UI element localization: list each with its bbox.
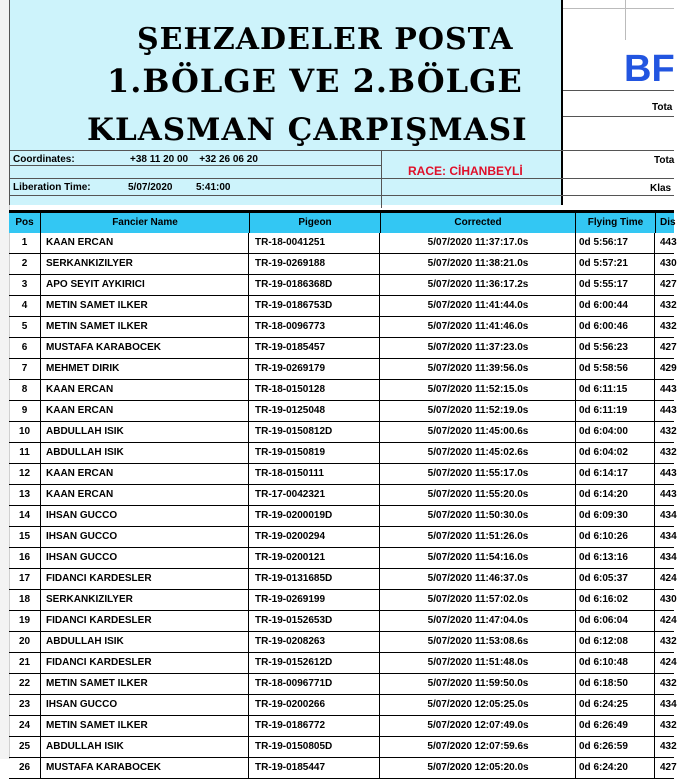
cell-pos[interactable]: 13 [9,485,41,505]
cell-fancier-name[interactable]: ABDULLAH ISIK [41,632,249,652]
cell-pos[interactable]: 25 [9,737,41,757]
cell-pigeon[interactable]: TR-19-0208263 [250,632,380,652]
cell-flying-time[interactable]: 0d 5:56:23 [576,338,655,358]
cell-corrected[interactable]: 5/07/2020 12:05:20.0s [381,758,576,778]
table-row[interactable] [9,464,677,485]
cell-pos[interactable]: 11 [9,443,41,463]
cell-flying-time[interactable]: 0d 6:16:02 [576,590,655,610]
table-row[interactable] [9,695,677,716]
cell-distance[interactable]: 427 [660,342,677,353]
results-table [9,233,677,779]
table-row[interactable] [9,275,677,296]
cell-fancier-name[interactable]: MUSTAFA KARABOCEK [41,758,249,778]
table-row[interactable] [9,296,677,317]
table-row[interactable] [9,611,677,632]
cell-pigeon[interactable]: TR-19-0152612D [250,653,380,673]
cell-distance[interactable]: 432 [660,678,677,689]
cell-distance[interactable]: 432 [660,426,677,437]
col-header-pos[interactable]: Pos [9,213,41,233]
grid-line [9,195,674,196]
cell-corrected[interactable]: 5/07/2020 11:53:08.6s [381,632,576,652]
table-row[interactable] [9,233,677,254]
table-row[interactable] [9,758,677,779]
cell-distance[interactable]: 430 [660,594,677,605]
cell-fancier-name[interactable]: FIDANCI KARDESLER [41,569,249,589]
cell-flying-time[interactable]: 0d 6:11:19 [576,401,655,421]
cell-pigeon[interactable]: TR-18-0041251 [250,233,380,253]
col-header-flying-time[interactable]: Flying Time [576,213,656,233]
cell-flying-time[interactable]: 0d 6:14:20 [576,485,655,505]
cell-distance[interactable]: 430 [660,258,677,269]
liberation-date: 5/07/2020 [128,182,173,193]
cell-corrected[interactable]: 5/07/2020 11:46:37.0s [381,569,576,589]
table-row[interactable] [9,380,677,401]
cell-pigeon[interactable]: TR-19-0150812D [250,422,380,442]
cell-fancier-name[interactable]: ABDULLAH ISIK [41,737,249,757]
cell-pigeon[interactable]: TR-18-0150128 [250,380,380,400]
cell-pigeon[interactable]: TR-19-0185447 [250,758,380,778]
cell-distance[interactable]: 443 [660,237,677,248]
table-row[interactable] [9,590,677,611]
cell-pos[interactable]: 15 [9,527,41,547]
cell-pos[interactable]: 2 [9,254,41,274]
cell-pos[interactable]: 7 [9,359,41,379]
cell-flying-time[interactable]: 0d 6:09:30 [576,506,655,526]
cell-distance[interactable]: 434 [660,552,677,563]
cell-fancier-name[interactable]: ABDULLAH ISIK [41,443,249,463]
brand-text: BF [624,48,675,90]
grid-line [563,8,674,9]
cell-flying-time[interactable]: 0d 6:04:02 [576,443,655,463]
cell-pigeon[interactable]: TR-19-0150805D [250,737,380,757]
cell-corrected[interactable]: 5/07/2020 11:41:44.0s [381,296,576,316]
cell-distance[interactable]: 429 [660,363,677,374]
cell-fancier-name[interactable]: IHSAN GUCCO [41,695,249,715]
cell-pigeon[interactable]: TR-19-0200121 [250,548,380,568]
cell-distance[interactable]: 432 [660,741,677,752]
cell-fancier-name[interactable]: METIN SAMET ILKER [41,317,249,337]
cell-pos[interactable]: 5 [9,317,41,337]
cell-pos[interactable]: 1 [9,233,41,253]
table-row[interactable] [9,632,677,653]
cell-flying-time[interactable]: 0d 6:04:00 [576,422,655,442]
cell-corrected[interactable]: 5/07/2020 11:55:20.0s [381,485,576,505]
cell-fancier-name[interactable]: METIN SAMET ILKER [41,674,249,694]
cell-distance[interactable]: 443 [660,405,677,416]
table-row[interactable] [9,674,677,695]
cell-distance[interactable]: 434 [660,510,677,521]
grid-line [9,0,10,205]
title-line-1: ŞEHZADELER POSTA [137,22,514,57]
cell-pos[interactable]: 21 [9,653,41,673]
cell-distance[interactable]: 432 [660,447,677,458]
grid-line [9,165,381,166]
cell-fancier-name[interactable]: KAAN ERCAN [41,464,249,484]
cell-flying-time[interactable]: 0d 6:00:46 [576,317,655,337]
cell-distance[interactable]: 434 [660,531,677,542]
cell-corrected[interactable]: 5/07/2020 11:45:00.6s [381,422,576,442]
col-header-pigeon[interactable]: Pigeon [250,213,381,233]
cell-corrected[interactable]: 5/07/2020 11:57:02.0s [381,590,576,610]
cell-distance[interactable]: 424 [660,573,677,584]
cell-fancier-name[interactable]: KAAN ERCAN [41,485,249,505]
table-row[interactable] [9,653,677,674]
col-header-distance[interactable]: Dis [660,217,676,228]
cell-flying-time[interactable]: 0d 5:56:17 [576,233,655,253]
coordinates-value: +38 11 20 00 +32 26 06 20 [130,154,258,165]
cell-corrected[interactable]: 5/07/2020 11:55:17.0s [381,464,576,484]
cell-distance[interactable]: 424 [660,615,677,626]
cell-corrected[interactable]: 5/07/2020 12:07:59.6s [381,737,576,757]
total-label-1: Tota [652,102,673,113]
cell-corrected[interactable]: 5/07/2020 12:07:49.0s [381,716,576,736]
cell-flying-time[interactable]: 0d 6:06:04 [576,611,655,631]
cell-pos[interactable]: 20 [9,632,41,652]
cell-flying-time[interactable]: 0d 6:05:37 [576,569,655,589]
cell-flying-time[interactable]: 0d 6:26:49 [576,716,655,736]
cell-corrected[interactable]: 5/07/2020 11:51:26.0s [381,527,576,547]
cell-corrected[interactable]: 5/07/2020 12:05:25.0s [381,695,576,715]
cell-pigeon[interactable]: TR-18-0150111 [250,464,380,484]
cell-pos[interactable]: 4 [9,296,41,316]
table-row[interactable] [9,737,677,758]
coordinates-label: Coordinates: [13,154,75,165]
cell-distance[interactable]: 432 [660,321,677,332]
cell-fancier-name[interactable]: MUSTAFA KARABOCEK [41,338,249,358]
cell-pos[interactable]: 22 [9,674,41,694]
cell-distance[interactable]: 432 [660,720,677,731]
cell-pigeon[interactable]: TR-19-0269179 [250,359,380,379]
cell-fancier-name[interactable]: SERKANKIZILYER [41,590,249,610]
cell-fancier-name[interactable]: FIDANCI KARDESLER [41,653,249,673]
cell-fancier-name[interactable]: ABDULLAH ISIK [41,422,249,442]
cell-corrected[interactable]: 5/07/2020 11:37:23.0s [381,338,576,358]
table-row[interactable] [9,254,677,275]
cell-pigeon[interactable]: TR-19-0269188 [250,254,380,274]
title-line-3: KLASMAN ÇARPIŞMASI [87,112,528,148]
cell-flying-time[interactable]: 0d 5:57:21 [576,254,655,274]
cell-corrected[interactable]: 5/07/2020 11:50:30.0s [381,506,576,526]
cell-pigeon[interactable]: TR-19-0185457 [250,338,380,358]
table-row[interactable] [9,401,677,422]
cell-pigeon[interactable]: TR-18-0096771D [250,674,380,694]
cell-corrected[interactable]: 5/07/2020 11:52:15.0s [381,380,576,400]
cell-distance[interactable]: 434 [660,699,677,710]
cell-fancier-name[interactable]: KAAN ERCAN [41,380,249,400]
cell-pos[interactable]: 6 [9,338,41,358]
cell-pigeon[interactable]: TR-19-0186753D [250,296,380,316]
cell-pos[interactable]: 26 [9,758,41,778]
cell-corrected[interactable]: 5/07/2020 11:39:56.0s [381,359,576,379]
cell-pigeon[interactable]: TR-19-0186368D [250,275,380,295]
cell-corrected[interactable]: 5/07/2020 11:36:17.2s [381,275,576,295]
table-row[interactable] [9,506,677,527]
cell-corrected[interactable]: 5/07/2020 11:45:02.6s [381,443,576,463]
cell-corrected[interactable]: 5/07/2020 11:51:48.0s [381,653,576,673]
cell-pigeon[interactable]: TR-19-0152653D [250,611,380,631]
table-row[interactable] [9,548,677,569]
cell-pos[interactable]: 9 [9,401,41,421]
cell-flying-time[interactable]: 0d 6:24:25 [576,695,655,715]
cell-pos[interactable]: 10 [9,422,41,442]
grid-line [563,116,674,117]
cell-corrected[interactable]: 5/07/2020 11:37:17.0s [381,233,576,253]
cell-fancier-name[interactable]: METIN SAMET ILKER [41,716,249,736]
cell-fancier-name[interactable]: KAAN ERCAN [41,233,249,253]
cell-flying-time[interactable]: 0d 6:11:15 [576,380,655,400]
cell-flying-time[interactable]: 0d 5:55:17 [576,275,655,295]
cell-pigeon[interactable]: TR-17-0042321 [250,485,380,505]
table-row[interactable] [9,338,677,359]
cell-pigeon[interactable]: TR-19-0150819 [250,443,380,463]
table-row[interactable] [9,359,677,380]
cell-pigeon[interactable]: TR-19-0125048 [250,401,380,421]
cell-distance[interactable]: 427 [660,279,677,290]
cell-flying-time[interactable]: 0d 6:10:48 [576,653,655,673]
cell-fancier-name[interactable]: IHSAN GUCCO [41,506,249,526]
cell-pos[interactable]: 12 [9,464,41,484]
cell-distance[interactable]: 427 [660,762,677,773]
cell-flying-time[interactable]: 0d 6:12:08 [576,632,655,652]
cell-pos[interactable]: 24 [9,716,41,736]
cell-fancier-name[interactable]: APO SEYIT AYKIRICI [41,275,249,295]
cell-fancier-name[interactable]: IHSAN GUCCO [41,548,249,568]
cell-pigeon[interactable]: TR-18-0096773 [250,317,380,337]
cell-pigeon[interactable]: TR-19-0186772 [250,716,380,736]
cell-flying-time[interactable]: 0d 6:14:17 [576,464,655,484]
cell-distance[interactable]: 424 [660,657,677,668]
cell-distance[interactable]: 443 [660,384,677,395]
liberation-label: Liberation Time: [13,182,91,193]
col-header-corrected[interactable]: Corrected [381,213,576,233]
grid-line [9,178,674,179]
cell-pos[interactable]: 19 [9,611,41,631]
cell-pos[interactable]: 16 [9,548,41,568]
cell-pos[interactable]: 18 [9,590,41,610]
table-row[interactable] [9,422,677,443]
total-label-2: Tota [654,155,675,166]
cell-flying-time[interactable]: 0d 6:24:20 [576,758,655,778]
cell-corrected[interactable]: 5/07/2020 11:41:46.0s [381,317,576,337]
cell-distance[interactable]: 432 [660,300,677,311]
table-row[interactable] [9,569,677,590]
cell-distance[interactable]: 432 [660,636,677,647]
cell-fancier-name[interactable]: MEHMET DIRIK [41,359,249,379]
cell-corrected[interactable]: 5/07/2020 11:38:21.0s [381,254,576,274]
table-header [9,210,674,233]
cell-pigeon[interactable]: TR-19-0269199 [250,590,380,610]
table-row[interactable] [9,317,677,338]
cell-fancier-name[interactable]: KAAN ERCAN [41,401,249,421]
table-row[interactable] [9,716,677,737]
cell-pigeon[interactable]: TR-19-0200294 [250,527,380,547]
klasman-label: Klas [650,183,672,194]
cell-pos[interactable]: 17 [9,569,41,589]
cell-pos[interactable]: 23 [9,695,41,715]
cell-pos[interactable]: 3 [9,275,41,295]
cell-flying-time[interactable]: 0d 6:18:50 [576,674,655,694]
liberation-time: 5:41:00 [196,182,231,193]
grid-line [9,150,674,151]
title-line-2: 1.BÖLGE VE 2.BÖLGE [107,62,523,100]
table-row[interactable] [9,443,677,464]
table-row[interactable] [9,527,677,548]
cell-corrected[interactable]: 5/07/2020 11:54:16.0s [381,548,576,568]
cell-fancier-name[interactable]: FIDANCI KARDESLER [41,611,249,631]
cell-corrected[interactable]: 5/07/2020 11:52:19.0s [381,401,576,421]
grid-line [625,0,626,40]
col-header-fancier[interactable]: Fancier Name [41,213,250,233]
cell-pigeon[interactable]: TR-19-0200019D [250,506,380,526]
cell-flying-time[interactable]: 0d 6:13:16 [576,548,655,568]
cell-fancier-name[interactable]: METIN SAMET ILKER [41,296,249,316]
cell-pigeon[interactable]: TR-19-0200266 [250,695,380,715]
cell-pos[interactable]: 14 [9,506,41,526]
cell-distance[interactable]: 443 [660,489,677,500]
cell-flying-time[interactable]: 0d 6:26:59 [576,737,655,757]
cell-corrected[interactable]: 5/07/2020 11:47:04.0s [381,611,576,631]
cell-flying-time[interactable]: 0d 5:58:56 [576,359,655,379]
cell-pos[interactable]: 8 [9,380,41,400]
cell-fancier-name[interactable]: IHSAN GUCCO [41,527,249,547]
grid-line [381,150,382,208]
cell-flying-time[interactable]: 0d 6:00:44 [576,296,655,316]
cell-fancier-name[interactable]: SERKANKIZILYER [41,254,249,274]
race-label: RACE: CİHANBEYLİ [408,164,523,178]
grid-line [561,0,563,205]
cell-distance[interactable]: 443 [660,468,677,479]
cell-corrected[interactable]: 5/07/2020 11:59:50.0s [381,674,576,694]
cell-flying-time[interactable]: 0d 6:10:26 [576,527,655,547]
table-row[interactable] [9,485,677,506]
cell-pigeon[interactable]: TR-19-0131685D [250,569,380,589]
